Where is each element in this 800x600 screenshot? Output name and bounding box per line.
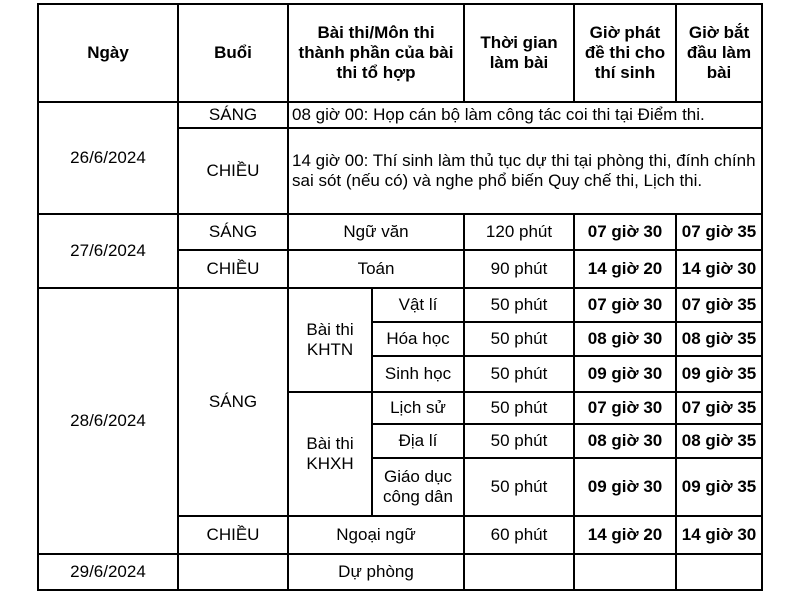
subject-cell: Địa lí	[372, 424, 464, 458]
start-time-cell: 09 giờ 35	[676, 458, 762, 516]
distribute-time-cell: 07 giờ 30	[574, 392, 676, 424]
day-cell: 27/6/2024	[38, 214, 178, 288]
start-time-cell: 08 giờ 35	[676, 424, 762, 458]
session-cell: SÁNG	[178, 288, 288, 516]
header-session: Buổi	[178, 4, 288, 102]
table-row	[38, 554, 762, 590]
session-cell: CHIỀU	[178, 128, 288, 214]
session-cell: SÁNG	[178, 214, 288, 250]
duration-cell-empty	[464, 554, 574, 590]
distribute-time-cell: 08 giờ 30	[574, 424, 676, 458]
day-cell: 28/6/2024	[38, 288, 178, 554]
duration-cell: 50 phút	[464, 356, 574, 392]
header-duration: Thời gian làm bài	[464, 4, 574, 102]
table-row	[38, 288, 762, 322]
duration-cell: 50 phút	[464, 424, 574, 458]
duration-cell: 60 phút	[464, 516, 574, 554]
start-time-cell: 14 giờ 30	[676, 516, 762, 554]
session-cell: CHIỀU	[178, 250, 288, 288]
start-time-cell: 07 giờ 35	[676, 392, 762, 424]
subject-cell: Sinh học	[372, 356, 464, 392]
session-cell-empty	[178, 554, 288, 590]
subject-cell: Toán	[288, 250, 464, 288]
distribute-time-cell: 14 giờ 20	[574, 250, 676, 288]
duration-cell: 90 phút	[464, 250, 574, 288]
start-time-cell: 07 giờ 35	[676, 288, 762, 322]
start-time-cell-empty	[676, 554, 762, 590]
subject-cell: Hóa học	[372, 322, 464, 356]
duration-cell: 120 phút	[464, 214, 574, 250]
group-cell-khtn: Bài thi KHTN	[288, 288, 372, 392]
note-cell: 14 giờ 00: Thí sinh làm thủ tục dự thi tại phòng thi, đính chính sai sót (nếu có) và nghe phổ biến Quy chế thi, Lịch thi.	[288, 128, 762, 214]
table-row	[38, 214, 762, 250]
subject-cell: Vật lí	[372, 288, 464, 322]
distribute-time-cell: 07 giờ 30	[574, 214, 676, 250]
duration-cell: 50 phút	[464, 458, 574, 516]
day-cell: 26/6/2024	[38, 102, 178, 214]
subject-cell: Lịch sử	[372, 392, 464, 424]
header-subject: Bài thi/Môn thi thành phần của bài thi tổ hợp	[288, 4, 464, 102]
distribute-time-cell: 07 giờ 30	[574, 288, 676, 322]
start-time-cell: 14 giờ 30	[676, 250, 762, 288]
header-row	[38, 4, 762, 102]
session-cell: SÁNG	[178, 102, 288, 128]
subject-cell: Giáo dục công dân	[372, 458, 464, 516]
header-distribute-time: Giờ phát đề thi cho thí sinh	[574, 4, 676, 102]
group-cell-khxh: Bài thi KHXH	[288, 392, 372, 516]
duration-cell: 50 phút	[464, 322, 574, 356]
header-start-time: Giờ bắt đầu làm bài	[676, 4, 762, 102]
subject-cell: Ngữ văn	[288, 214, 464, 250]
subject-cell: Ngoại ngữ	[288, 516, 464, 554]
distribute-time-cell: 14 giờ 20	[574, 516, 676, 554]
start-time-cell: 07 giờ 35	[676, 214, 762, 250]
note-cell: 08 giờ 00: Họp cán bộ làm công tác coi thi tại Điểm thi.	[288, 102, 762, 128]
distribute-time-cell: 09 giờ 30	[574, 458, 676, 516]
start-time-cell: 08 giờ 35	[676, 322, 762, 356]
distribute-time-cell: 08 giờ 30	[574, 322, 676, 356]
subject-cell: Dự phòng	[288, 554, 464, 590]
duration-cell: 50 phút	[464, 288, 574, 322]
header-day: Ngày	[38, 4, 178, 102]
table-row	[38, 102, 762, 128]
duration-cell: 50 phút	[464, 392, 574, 424]
day-cell: 29/6/2024	[38, 554, 178, 590]
distribute-time-cell-empty	[574, 554, 676, 590]
exam-schedule-table	[37, 3, 763, 591]
distribute-time-cell: 09 giờ 30	[574, 356, 676, 392]
start-time-cell: 09 giờ 35	[676, 356, 762, 392]
session-cell: CHIỀU	[178, 516, 288, 554]
